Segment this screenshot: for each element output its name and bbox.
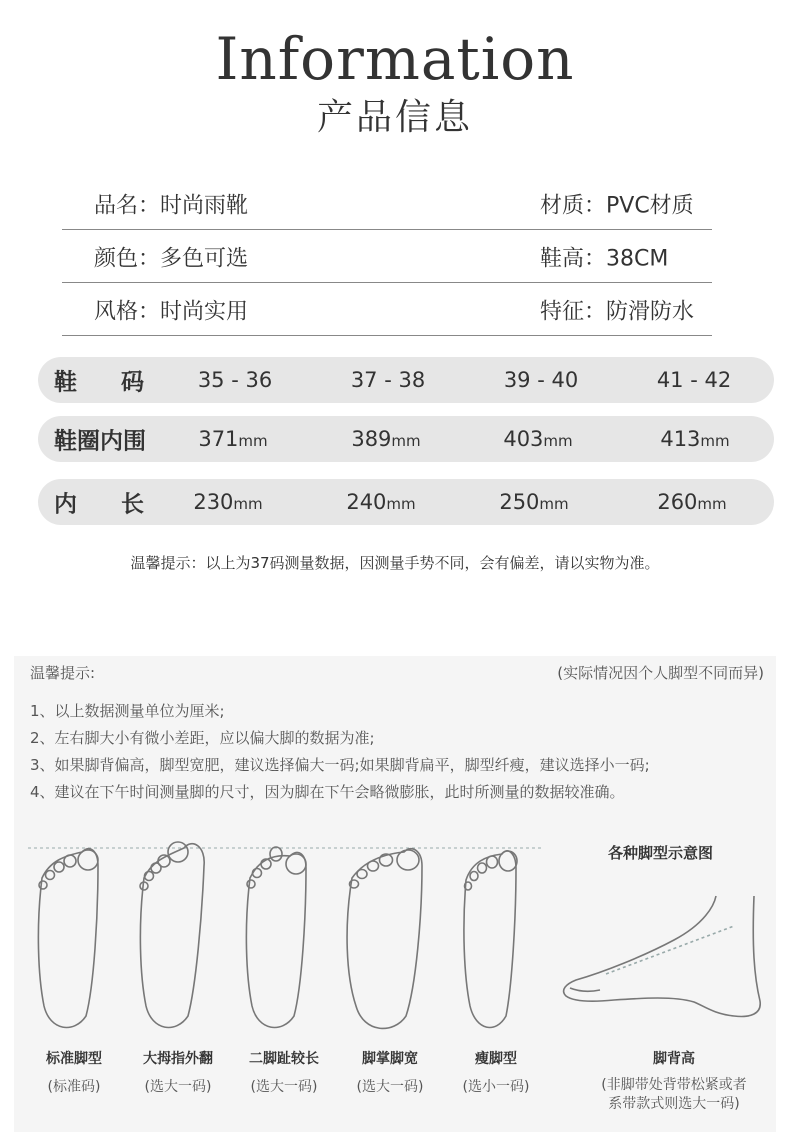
tip-line: 3、如果脚背偏高，脚型宽肥，建议选择偏大一码;如果脚背扁平，脚型纤瘦，建议选择小一码; <box>30 756 650 774</box>
foot-advice: (选大一码) <box>250 1079 318 1095</box>
measurement-note: 温馨提示：以上为37码测量数据，因测量手势不同，会有偏差，请以实物为准。 <box>130 554 660 572</box>
tips-title: 温馨提示: <box>30 664 96 682</box>
size-value: 250mm <box>499 490 569 514</box>
foot-name: 脚掌脚宽 <box>362 1051 418 1067</box>
size-row-label: 鞋圈内围 <box>54 428 146 455</box>
size-row-label: 鞋码 <box>54 369 188 396</box>
title-chinese: 产品信息 <box>316 97 473 138</box>
size-value: 35 - 36 <box>197 368 273 392</box>
foot-outline-standard <box>38 849 98 1028</box>
foot-advice: (选大一码) <box>356 1079 424 1095</box>
size-value: 39 - 40 <box>503 368 579 392</box>
title-english: Information <box>215 25 575 93</box>
info-row <box>62 231 712 283</box>
size-row <box>38 357 774 403</box>
size-value: 37 - 38 <box>350 368 426 392</box>
foot-outline-slim <box>464 851 517 1028</box>
foot-outline-bunion <box>140 842 204 1027</box>
size-value: 371mm <box>198 427 268 451</box>
foot-outline-wide <box>347 849 422 1029</box>
size-value: 389mm <box>351 427 421 451</box>
foot-caption <box>14 1048 134 1096</box>
foot-caption <box>330 1048 450 1096</box>
tip-line: 1、以上数据测量单位为厘米; <box>30 702 225 720</box>
foot-caption <box>224 1048 344 1096</box>
arch-note: (非脚带处背带松紧或者 系带款式则选大一码) <box>601 1077 747 1112</box>
info-height: 鞋高：38CM <box>540 246 669 271</box>
foot-outline-high-arch <box>564 896 761 1016</box>
size-value: 240mm <box>346 490 416 514</box>
foot-name: 大拇指外翻 <box>143 1051 213 1067</box>
size-value: 403mm <box>503 427 573 451</box>
diagram-title: 各种脚型示意图 <box>608 844 714 862</box>
size-value: 260mm <box>657 490 727 514</box>
size-row <box>38 479 774 525</box>
size-value: 41 - 42 <box>656 368 732 392</box>
info-color: 颜色：多色可选 <box>94 246 249 271</box>
info-row <box>62 178 712 230</box>
arch-caption <box>574 1048 774 1114</box>
size-row <box>38 416 774 462</box>
foot-caption <box>118 1048 238 1096</box>
size-value: 230mm <box>193 490 263 514</box>
foot-caption <box>436 1048 556 1096</box>
info-feature: 特征：防滑防水 <box>540 299 695 324</box>
foot-advice: (选小一码) <box>462 1079 530 1095</box>
info-name: 品名：时尚雨靴 <box>94 193 249 218</box>
info-row <box>62 284 712 336</box>
size-row-label: 内长 <box>54 491 188 518</box>
foot-outline-long-second-toe <box>246 847 306 1027</box>
foot-name: 瘦脚型 <box>475 1051 517 1067</box>
size-value: 413mm <box>660 427 730 451</box>
tip-line: 4、建议在下午时间测量脚的尺寸，因为脚在下午会略微膨胀，此时所测量的数据较准确。 <box>30 783 625 801</box>
info-material: 材质：PVC材质 <box>540 193 694 218</box>
tips-side-note: (实际情况因个人脚型不同而异) <box>557 664 764 682</box>
info-style: 风格：时尚实用 <box>94 299 249 324</box>
foot-name: 标准脚型 <box>46 1051 102 1067</box>
tips-panel <box>14 656 776 1132</box>
foot-name: 二脚趾较长 <box>249 1051 319 1067</box>
foot-advice: (标准码) <box>47 1079 101 1095</box>
arch-name: 脚背高 <box>653 1051 695 1067</box>
foot-advice: (选大一码) <box>144 1079 212 1095</box>
tip-line: 2、左右脚大小有微小差距，应以偏大脚的数据为准; <box>30 729 375 747</box>
